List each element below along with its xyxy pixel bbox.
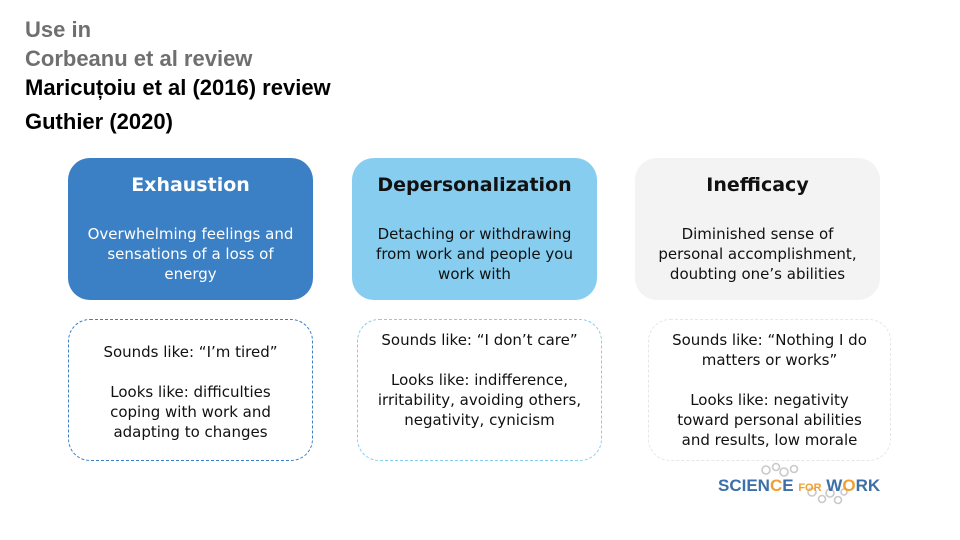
detail-box-exhaustion: [68, 319, 313, 461]
logo-part: FOR: [798, 482, 822, 494]
card-depersonalization: [352, 158, 597, 300]
header-line-corbeanu: Corbeanu et al review: [25, 46, 253, 71]
card-inefficacy: [635, 158, 880, 300]
header-line-maricutoiu: Maricuțoiu et al (2016) review: [25, 75, 331, 100]
card-description-exhaustion: Overwhelming feelings and sensations of a loss of energy: [87, 225, 294, 283]
detail-box-inefficacy: [648, 319, 891, 461]
logo-part: SCIEN: [718, 476, 770, 495]
logo-part: RK: [855, 476, 881, 495]
looks-like-exhaustion: Looks like: difficulties coping with work and adapting to changes: [110, 383, 271, 441]
science-for-work-logo: [718, 462, 881, 506]
card-description-inefficacy: Diminished sense of personal accomplishment, doubting one’s abilities: [658, 225, 857, 283]
looks-like-inefficacy: Looks like: negativity toward personal abilities and results, low morale: [677, 391, 862, 449]
looks-like-depersonalization: Looks like: indifference, irritability, avoiding others, negativity, cynicism: [377, 371, 582, 429]
logo-part: C: [769, 476, 783, 495]
logo-part: E: [782, 476, 799, 495]
sounds-like-inefficacy: Sounds like: “Nothing I do matters or works”: [672, 331, 867, 369]
card-title-exhaustion: Exhaustion: [131, 174, 250, 196]
logo-part: W: [821, 476, 843, 495]
header-line-guthier: Guthier (2020): [25, 109, 173, 134]
detail-box-depersonalization: [357, 319, 602, 461]
sounds-like-exhaustion: Sounds like: “I’m tired”: [103, 343, 278, 361]
card-title-inefficacy: Inefficacy: [706, 174, 809, 196]
sounds-like-depersonalization: Sounds like: “I don’t care”: [381, 331, 578, 349]
logo-wordmark: [718, 476, 880, 496]
card-exhaustion: [68, 158, 313, 300]
card-title-depersonalization: Depersonalization: [377, 174, 572, 196]
header-line-use-in: Use in: [25, 17, 92, 42]
card-description-depersonalization: Detaching or withdrawing from work and people you work with: [376, 225, 573, 283]
logo-part: O: [842, 476, 856, 495]
